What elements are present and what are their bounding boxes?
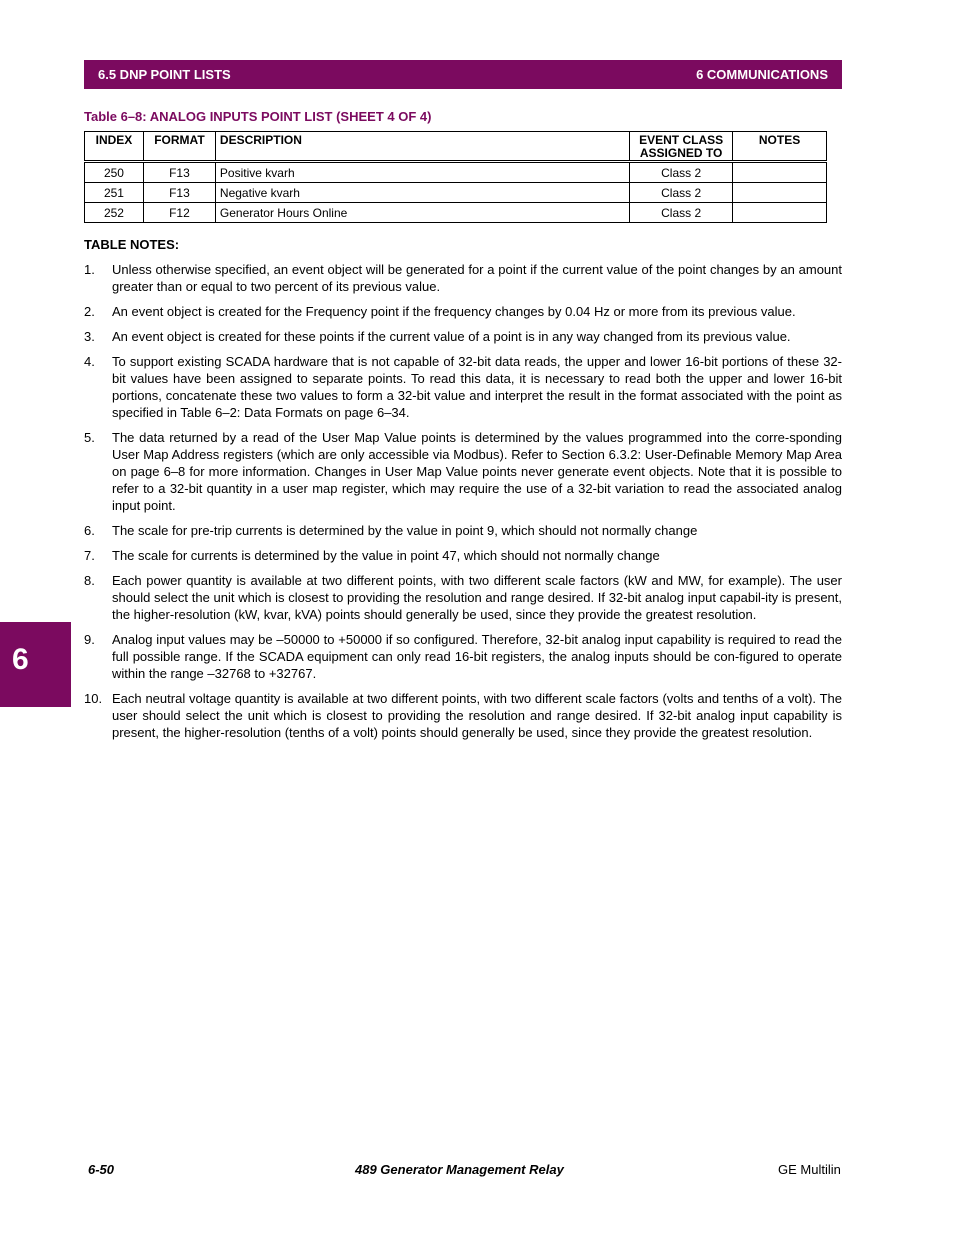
- chapter-tab: [0, 622, 71, 707]
- note-number: 8.: [84, 573, 95, 588]
- cell-index: 252: [85, 203, 144, 223]
- list-item: [84, 328, 842, 345]
- chapter-title: 6 COMMUNICATIONS: [696, 67, 828, 82]
- col-notes-header: NOTES: [733, 132, 827, 162]
- cell-description: Negative kvarh: [215, 183, 629, 203]
- list-item: [84, 429, 842, 514]
- list-item: [84, 261, 842, 295]
- event-class-header-line1: EVENT CLASS: [639, 133, 724, 147]
- col-index-header: INDEX: [85, 132, 144, 162]
- list-item: [84, 690, 842, 741]
- list-item: [84, 353, 842, 421]
- cell-index: 251: [85, 183, 144, 203]
- table-notes-list: [84, 261, 842, 749]
- list-item: [84, 572, 842, 623]
- list-item: [84, 303, 842, 320]
- list-item: [84, 522, 842, 539]
- note-text: The scale for currents is determined by the value in point 47, which should not normally change: [112, 548, 660, 563]
- table-header-row: [85, 132, 827, 162]
- note-number: 1.: [84, 262, 95, 277]
- table-row: [85, 162, 827, 183]
- col-description-header: DESCRIPTION: [215, 132, 629, 162]
- cell-notes: [733, 162, 827, 183]
- section-header-bar: [84, 60, 842, 89]
- footer-company: GE Multilin: [778, 1162, 841, 1177]
- event-class-header-line2: ASSIGNED TO: [639, 146, 723, 160]
- table-notes-heading: TABLE NOTES:: [84, 237, 180, 252]
- footer-document-title: 489 Generator Management Relay: [355, 1162, 564, 1177]
- table-row: [85, 203, 827, 223]
- note-number: 3.: [84, 329, 95, 344]
- section-title: 6.5 DNP POINT LISTS: [98, 67, 231, 82]
- note-number: 5.: [84, 430, 95, 445]
- note-number: 7.: [84, 548, 95, 563]
- cell-index: 250: [85, 162, 144, 183]
- note-text: Each neutral voltage quantity is available at two different points, with two different scale factors (volts and tenths of a volt). The user should select the unit which is closest to providing the resolution and range desired. If 32-bit analog input capability is present, the higher-resolution (tenths of a volt) points should generally be used, since they provide the greatest resolution.: [112, 691, 842, 740]
- note-text: An event object is created for these points if the current value of a point is in any way changed from its previous value.: [112, 329, 791, 344]
- table-title: Table 6–8: ANALOG INPUTS POINT LIST (SHEET 4 OF 4): [84, 109, 432, 124]
- note-text: To support existing SCADA hardware that is not capable of 32-bit data reads, the upper and lower 16-bit portions of these 32-bit values have been assigned to separate points. To read this data, it is necessary to read both the upper and lower 16-bit portions, concatenate these two values to form a 32-bit value and interpret the result in the format associated with the point as specified in Table 6–2: Data Formats on page 6–34.: [112, 354, 842, 420]
- cell-description: Generator Hours Online: [215, 203, 629, 223]
- note-number: 10.: [84, 691, 103, 706]
- cell-format: F13: [143, 162, 215, 183]
- cell-event-class: Class 2: [630, 162, 733, 183]
- note-number: 9.: [84, 632, 95, 647]
- note-number: 6.: [84, 523, 95, 538]
- chapter-number: 6: [12, 643, 29, 676]
- table-row: [85, 183, 827, 203]
- note-text: The scale for pre-trip currents is determined by the value in point 9, which should not normally change: [112, 523, 698, 538]
- col-format-header: FORMAT: [143, 132, 215, 162]
- note-text: Analog input values may be –50000 to +50000 if so configured. Therefore, 32-bit analog input capability is required to read the full possible range. If the SCADA equipment can only read 16-bit registers, the analog inputs should be con-figured to operate within the range –32768 to +32767.: [112, 632, 842, 681]
- note-number: 4.: [84, 354, 95, 369]
- note-text: Each power quantity is available at two different points, with two different scale factors (kW and MW, for example). The user should select the unit which is closest to providing the resolution and range desired. If 32-bit analog input capabil-ity is present, the higher-resolution (kW, kvar, kVA) points should generally be used, since they provide the greatest resolution.: [112, 573, 842, 622]
- list-item: [84, 631, 842, 682]
- analog-inputs-table: [84, 131, 827, 223]
- note-number: 2.: [84, 304, 95, 319]
- cell-event-class: Class 2: [630, 203, 733, 223]
- footer-page-number: 6-50: [88, 1162, 115, 1177]
- note-text: Unless otherwise specified, an event object will be generated for a point if the current value of the point changes by an amount greater than or equal to two percent of its previous value.: [112, 262, 842, 294]
- cell-notes: [733, 183, 827, 203]
- list-item: [84, 547, 842, 564]
- cell-format: F12: [143, 203, 215, 223]
- note-text: The data returned by a read of the User Map Value points is determined by the values programmed into the corre-sponding User Map Address registers (which are only accessible via Modbus). Refer to Section 6.3.2: User-Definable Memory Map Area on page 6–8 for more information. Changes in User Map Value points never generate event objects. Note that it is possible to refer to a 32-bit quantity in a user map register, which may require the use of a 32-bit variation to read the associated analog input point.: [112, 430, 842, 513]
- cell-description: Positive kvarh: [215, 162, 629, 183]
- cell-notes: [733, 203, 827, 223]
- cell-event-class: Class 2: [630, 183, 733, 203]
- cell-format: F13: [143, 183, 215, 203]
- col-event-class-header: [630, 132, 733, 162]
- note-text: An event object is created for the Frequency point if the frequency changes by 0.04 Hz or more from its previous value.: [112, 304, 796, 319]
